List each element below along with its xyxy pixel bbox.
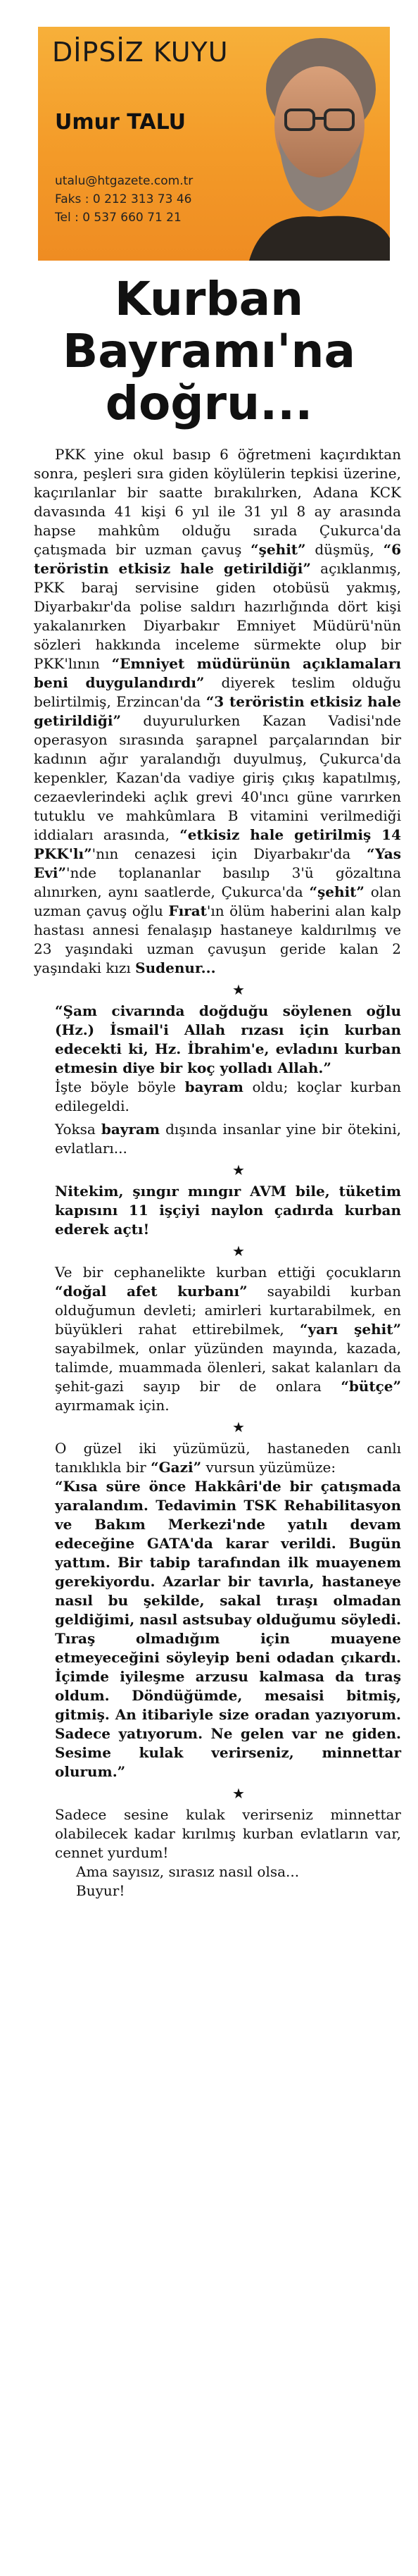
emphasis-text: “bütçe” — [341, 1378, 401, 1395]
headline — [0, 273, 418, 430]
emphasis-text: Fırat — [168, 902, 207, 919]
author-name: Umur TALU — [55, 110, 186, 135]
quote-gazi: “Kısa süre önce Hakkâri'de bir çatışmada yaralandım. Tedavimin TSK Rehabilitasyon ve Bakım Merkezi'nde yatılı devam edeceğine GATA'da karar verildi. Bugün yattım. Bir tabip tarafından ilk muayenem gerekiyordu. Azarlar bir tavırla, hastaneye nasıl bu şekilde, sakal tıraşı olmadan geldiğimi, nasıl astsubay olduğumu söyledi. Tıraş olmadığım için muayene etmeyeceğini söyleyip beni odadan çıkardı. İçimde iyileşme arzusu kalmasa da tıraş oldum. Döndüğümde, mesaisi bitmiş, gitmiş. An itibariyle size oradan yazıyorum. Sadece yatıyorum. Ne gelen var ne giden. Sesime kulak verirseniz, minnettar olurum.” — [55, 1478, 401, 1780]
article-body — [34, 445, 401, 1900]
paragraph-sayisiz: Ama sayısız, sırasız nasıl olsa... — [76, 1863, 300, 1880]
paragraph-otekini: Yoksa bayram dışında insanlar yine bir ötekini, evlatları... — [55, 1121, 402, 1157]
intro-paragraph: PKK yine okul basıp 6 öğretmeni kaçırdıktan sonra, peşleri sıra giden köylülerin tepkisi üzerine, kaçırılanlar bir saatte bırakılırken, Adana KCK davasında 41 kişi 6 yıl ile 31 yıl 8 ay arasında hapse mahkûm olduğu sırada Çukurca'da çatışmada bir uzman çavuş “şehit” düşmüş, “6 teröristin etkisiz hale getirildiği” açıklanmış, PKK baraj servisine giden otobüsü yakmış, Diyarbakır'da polise saldırı hazırlığında dört kişi yakalanırken Diyarbakır Emniyet Müdürü'nün sözleri hakkında inceleme sürmekte olup bir PKK'lının “Emniyet müdürünün açıklamaları beni duygulandırdı” diyerek teslim olduğu belirtilmiş, Erzincan'da “3 teröristin etkisiz hale getirildiği” duyurulurken Kazan Vadisi'nde operasyon sırasında şarapnel parçalarından bir kadının ağır yaralandığı duyulmuş, Çukurca'da kepenkler, Kazan'da vadiye giriş çıkış kapatılmış, cezaevlerindeki açlık grevi 40'ıncı güne varırken tutuklu ve mahkûmlara B vitamini verilmediği iddiaları arasında, “etkisiz hale getirilmiş 14 PKK'lı”'nın cenazesi için Diyarbakır'da “Yas Evi”'nde toplananlar basılıp 3'ü gözaltına alınırken, aynı saatlerde, Çukurca'da “şehit” olan uzman çavuş oğlu Fırat'ın ölüm haberini alan kalp hastası annesi fenalaşıp hastaneye kaldırılmış ve 23 yaşındaki uzman çavuşun geride kalan 2 yaşındaki kızı Sudenur... — [34, 446, 402, 976]
emphasis-text: “Emniyet müdürünün açıklamaları beni duygulandırdı” — [34, 655, 402, 691]
author-contact — [55, 172, 193, 227]
emphasis-text: bayram — [184, 1078, 243, 1095]
emphasis-text: bayram — [101, 1121, 160, 1138]
star-separator: ★ — [232, 1243, 245, 1259]
star-separator: ★ — [232, 1419, 245, 1436]
emphasis-text: “Gazi” — [151, 1459, 202, 1476]
column-name: DİPSİZ KUYU — [52, 37, 229, 68]
emphasis-text: “yarı şehit” — [300, 1321, 401, 1338]
column-banner — [38, 27, 390, 261]
emphasis-text: “doğal afet kurbanı” — [55, 1283, 248, 1300]
emphasis-text: “3 teröristin etkisiz hale getirildiği” — [34, 693, 401, 729]
emphasis-text: “6 teröristin etkisiz hale getirildiği” — [34, 541, 401, 577]
quote-avm: Nitekim, şıngır mıngır AVM bile, tüketim kapısını 11 işçiyi naylon çadırda kurban ederek açtı! — [55, 1183, 401, 1238]
star-separator: ★ — [232, 981, 245, 998]
author-photo — [242, 27, 390, 261]
emphasis-text: “şehit” — [251, 541, 306, 558]
paragraph-gazi: O güzel iki yüzümüzü, hastaneden canlı tanıklıkla bir “Gazi” vursun yüzümüze: — [55, 1440, 401, 1476]
paragraph-buyur: Buyur! — [76, 1882, 125, 1899]
emphasis-text: Sudenur... — [135, 959, 216, 976]
author-email: utalu@htgazete.com.tr — [55, 174, 194, 188]
headline-line: doğru... — [105, 376, 313, 430]
paragraph-bayram: İşte böyle böyle bayram oldu; koçlar kurban edilegeldi. — [55, 1078, 401, 1114]
paragraph-minnettar: Sadece sesine kulak verirseniz minnettar olabilecek kadar kırılmış kurban evlatların var, cennet yurdum! — [55, 1806, 401, 1861]
author-fax: Faks : 0 212 313 73 46 — [55, 192, 192, 206]
emphasis-text: “şehit” — [309, 883, 365, 900]
star-separator: ★ — [232, 1162, 245, 1178]
quote-abraham: “Şam civarında doğduğu söylenen oğlu (Hz.) İsmail'i Allah rızası için kurban edecekti ki, Hz. İbrahim'e, evladını kurban etmesin diye bir koç yolladı Allah.” — [55, 1002, 401, 1076]
emphasis-text: “Yas Evi” — [34, 845, 401, 881]
star-separator: ★ — [232, 1785, 245, 1802]
emphasis-text: “etkisiz hale getirilmiş 14 PKK'lı” — [34, 826, 401, 862]
headline-line: Kurban — [114, 272, 304, 326]
author-phone: Tel : 0 537 660 71 21 — [55, 211, 182, 225]
paragraph-cephanelik: Ve bir cephanelikte kurban ettiği çocukların “doğal afet kurbanı” sayabildi kurban olduğumun devleti; amirleri kurtarabilmek, en büyükleri rahat ettirebilmek, “yarı şehit” sayabilmek, onlar yüzünden mayında, kazada, talimde, muammada ölenleri, sakat kalanları da şehit-gazi sayıp bir de onlara “bütçe” ayırmamak için. — [55, 1264, 401, 1414]
headline-line: Bayramı'na — [62, 324, 356, 378]
